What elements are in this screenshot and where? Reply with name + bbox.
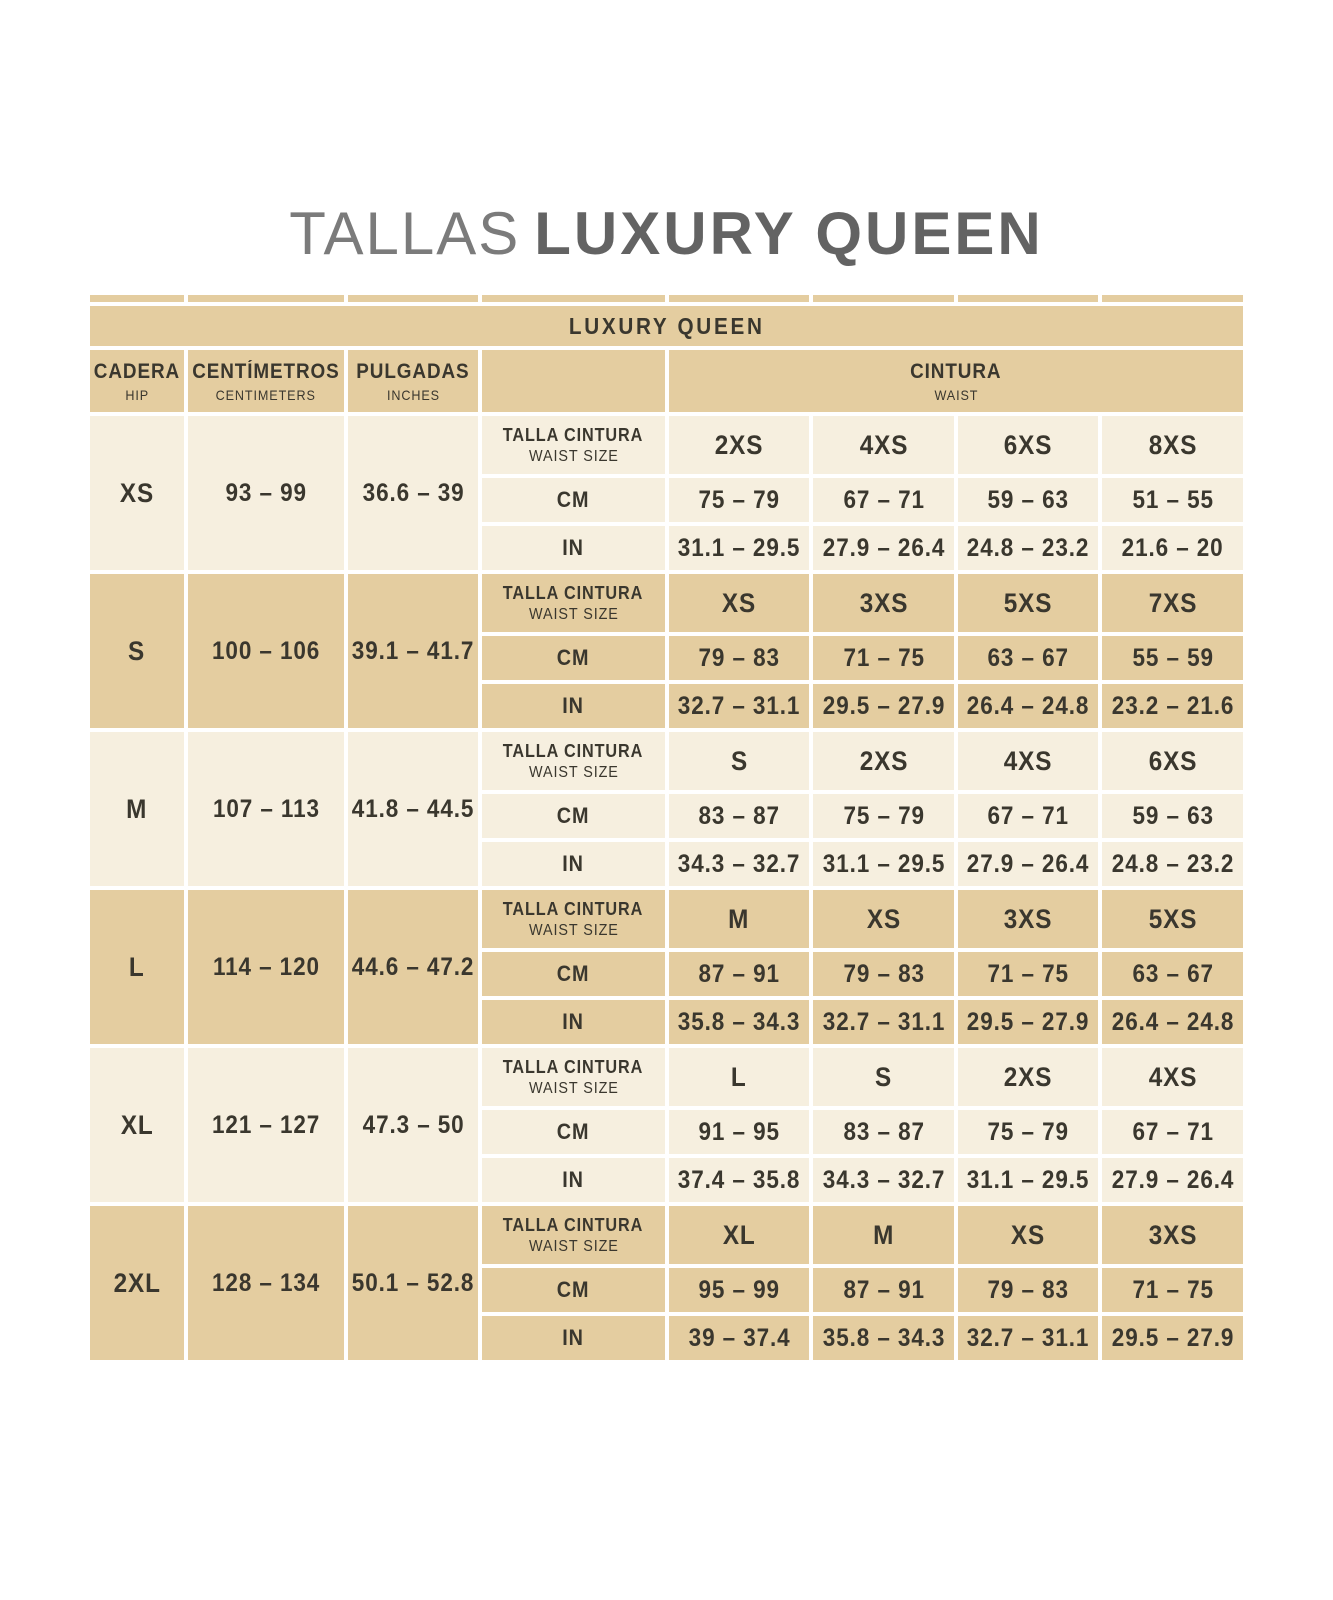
waist-cm-value: 51 – 55 <box>1132 485 1214 514</box>
waist-in-value: 23.2 – 21.6 <box>1111 691 1234 720</box>
waist-size-cell <box>1102 416 1243 474</box>
waist-cm-value: 59 – 63 <box>1132 801 1214 830</box>
column-header-row <box>90 350 1243 412</box>
waist-size-value: 4XS <box>859 429 909 460</box>
header-centimetros-cell <box>188 350 344 412</box>
in-label-cell <box>482 1000 665 1044</box>
waist-size-label-sub: WAIST SIZE <box>528 921 619 939</box>
hip-size-cell <box>90 890 184 1044</box>
waist-cm-cell <box>958 1268 1099 1312</box>
waist-size-cell <box>669 732 810 790</box>
waist-in-value: 32.7 – 31.1 <box>677 691 801 720</box>
waist-cm-value: 55 – 59 <box>1132 643 1214 672</box>
hip-size-cell <box>90 1048 184 1202</box>
in-label: IN <box>562 1009 585 1034</box>
waist-size-value: XS <box>866 903 901 934</box>
hip-in-cell <box>348 890 478 1044</box>
waist-size-cell <box>669 416 810 474</box>
hip-in-value: 50.1 – 52.8 <box>351 1268 475 1297</box>
hip-cm-cell <box>188 574 344 728</box>
cm-label-cell <box>482 952 665 996</box>
waist-cm-value: 91 – 95 <box>698 1117 780 1146</box>
waist-size-cell <box>1102 732 1243 790</box>
waist-size-cell <box>1102 574 1243 632</box>
waist-in-value: 27.9 – 26.4 <box>822 533 945 562</box>
hip-cm-value: 107 – 113 <box>212 794 320 823</box>
waist-size-cell <box>813 416 954 474</box>
waist-cm-cell <box>669 952 810 996</box>
waist-size-value: S <box>875 1061 893 1092</box>
waist-size-value: 4XS <box>1003 745 1053 776</box>
hip-in-cell <box>348 416 478 570</box>
header-pulgadas-main: PULGADAS <box>356 359 470 383</box>
size-section <box>90 574 1243 728</box>
waist-size-cell <box>958 1206 1099 1264</box>
waist-cm-value: 67 – 71 <box>1132 1117 1214 1146</box>
waist-size-label-cell <box>482 574 665 632</box>
waist-size-cell <box>813 732 954 790</box>
waist-size-value: 6XS <box>1003 429 1053 460</box>
hip-cm-value: 128 – 134 <box>212 1268 321 1297</box>
waist-in-value: 31.1 – 29.5 <box>822 849 945 878</box>
waist-size-label-main: TALLA CINTURA <box>503 1056 644 1077</box>
waist-in-cell <box>958 1316 1099 1360</box>
waist-cm-cell <box>669 794 810 838</box>
cm-label: CM <box>557 1277 590 1302</box>
waist-in-value: 35.8 – 34.3 <box>822 1323 945 1352</box>
in-label-cell <box>482 1316 665 1360</box>
waist-in-value: 21.6 – 20 <box>1121 533 1224 562</box>
hip-size-value: M <box>126 793 148 824</box>
waist-cm-value: 95 – 99 <box>698 1275 780 1304</box>
waist-cm-cell <box>958 478 1099 522</box>
hip-in-cell <box>348 1048 478 1202</box>
waist-size-value: XS <box>722 587 757 618</box>
waist-in-value: 32.7 – 31.1 <box>822 1007 945 1036</box>
strip-segment <box>813 295 954 302</box>
waist-in-cell <box>813 526 954 570</box>
header-cadera-cell <box>90 350 184 412</box>
waist-size-value: 2XS <box>859 745 909 776</box>
waist-cm-cell <box>813 1110 954 1154</box>
waist-in-cell <box>813 1000 954 1044</box>
waist-cm-cell <box>958 636 1099 680</box>
waist-size-label-sub: WAIST SIZE <box>528 1237 619 1255</box>
waist-size-label-cell <box>482 416 665 474</box>
header-cadera-sub: HIP <box>125 386 149 403</box>
in-label: IN <box>562 851 585 876</box>
waist-cm-value: 59 – 63 <box>987 485 1069 514</box>
in-label-cell <box>482 526 665 570</box>
waist-size-cell <box>813 574 954 632</box>
waist-cm-value: 87 – 91 <box>843 1275 925 1304</box>
waist-size-cell <box>669 574 810 632</box>
waist-size-label-cell <box>482 890 665 948</box>
hip-size-value: XS <box>119 477 155 508</box>
waist-size-value: 6XS <box>1148 745 1198 776</box>
waist-in-value: 29.5 – 27.9 <box>966 1007 1090 1036</box>
waist-in-value: 26.4 – 24.8 <box>1111 1007 1234 1036</box>
hip-in-value: 47.3 – 50 <box>362 1110 465 1139</box>
waist-size-value: 4XS <box>1148 1061 1198 1092</box>
waist-size-cell <box>1102 1048 1243 1106</box>
waist-cm-value: 67 – 71 <box>843 485 925 514</box>
waist-size-value: 7XS <box>1148 587 1198 618</box>
header-pulgadas-cell <box>348 350 478 412</box>
waist-size-label-main: TALLA CINTURA <box>503 582 644 603</box>
size-section <box>90 1048 1243 1202</box>
hip-in-cell <box>348 574 478 728</box>
waist-cm-cell <box>958 794 1099 838</box>
strip-segment <box>188 295 344 302</box>
waist-cm-cell <box>1102 952 1243 996</box>
waist-in-value: 31.1 – 29.5 <box>677 533 801 562</box>
waist-in-value: 32.7 – 31.1 <box>966 1323 1090 1352</box>
waist-size-cell <box>958 890 1099 948</box>
waist-in-cell <box>958 842 1099 886</box>
waist-size-cell <box>1102 890 1243 948</box>
waist-in-value: 34.3 – 32.7 <box>677 849 801 878</box>
hip-in-value: 36.6 – 39 <box>362 478 465 507</box>
header-centimetros-sub: CENTIMETERS <box>216 386 317 403</box>
waist-in-value: 27.9 – 26.4 <box>1111 1165 1234 1194</box>
strip-segment <box>90 295 184 302</box>
waist-size-cell <box>958 574 1099 632</box>
waist-size-value: XS <box>1011 1219 1046 1250</box>
waist-size-cell <box>958 416 1099 474</box>
in-label: IN <box>562 1167 585 1192</box>
waist-size-value: 8XS <box>1148 429 1198 460</box>
cm-label: CM <box>557 803 590 828</box>
hip-in-value: 39.1 – 41.7 <box>351 636 475 665</box>
waist-in-cell <box>813 684 954 728</box>
waist-size-label-sub: WAIST SIZE <box>528 763 619 781</box>
waist-cm-value: 75 – 79 <box>987 1117 1069 1146</box>
waist-in-value: 27.9 – 26.4 <box>966 849 1090 878</box>
hip-size-value: S <box>128 635 146 666</box>
waist-cm-cell <box>669 1110 810 1154</box>
page-title-prefix: TALLAS <box>289 200 521 267</box>
waist-in-cell <box>813 1158 954 1202</box>
waist-cm-cell <box>1102 1268 1243 1312</box>
header-empty-cell <box>482 350 665 412</box>
waist-in-cell <box>1102 1158 1243 1202</box>
waist-size-label-main: TALLA CINTURA <box>503 898 644 919</box>
waist-cm-cell <box>1102 794 1243 838</box>
waist-size-value: 5XS <box>1148 903 1198 934</box>
table-title-bar <box>90 306 1243 346</box>
hip-size-value: 2XL <box>113 1267 161 1298</box>
size-section <box>90 890 1243 1044</box>
strip-segment <box>958 295 1099 302</box>
waist-size-label-main: TALLA CINTURA <box>503 740 644 761</box>
hip-cm-cell <box>188 1206 344 1360</box>
waist-size-value: M <box>728 903 750 934</box>
hip-cm-value: 100 – 106 <box>212 636 321 665</box>
in-label: IN <box>562 1325 585 1350</box>
hip-cm-cell <box>188 1048 344 1202</box>
waist-cm-cell <box>813 1268 954 1312</box>
hip-cm-value: 114 – 120 <box>212 952 320 981</box>
waist-cm-cell <box>669 478 810 522</box>
waist-size-label-sub: WAIST SIZE <box>528 447 619 465</box>
waist-in-cell <box>958 526 1099 570</box>
waist-cm-value: 75 – 79 <box>698 485 780 514</box>
size-section <box>90 416 1243 570</box>
waist-in-cell <box>1102 842 1243 886</box>
waist-size-cell <box>669 1048 810 1106</box>
waist-size-label-sub: WAIST SIZE <box>528 1079 619 1097</box>
hip-size-value: L <box>129 951 145 982</box>
cm-label-cell <box>482 1268 665 1312</box>
waist-in-cell <box>669 1000 810 1044</box>
waist-size-value: L <box>731 1061 748 1092</box>
waist-size-cell <box>958 1048 1099 1106</box>
cm-label-cell <box>482 636 665 680</box>
waist-size-label-cell <box>482 1206 665 1264</box>
in-label-cell <box>482 842 665 886</box>
waist-cm-cell <box>813 478 954 522</box>
waist-size-label-cell <box>482 732 665 790</box>
hip-size-cell <box>90 732 184 886</box>
waist-in-cell <box>1102 526 1243 570</box>
waist-size-cell <box>813 1048 954 1106</box>
waist-in-cell <box>1102 1000 1243 1044</box>
waist-size-label-cell <box>482 1048 665 1106</box>
waist-cm-value: 79 – 83 <box>843 959 925 988</box>
size-table <box>90 295 1243 1364</box>
waist-size-value: S <box>730 745 748 776</box>
cm-label-cell <box>482 478 665 522</box>
waist-in-value: 34.3 – 32.7 <box>822 1165 945 1194</box>
page-title <box>90 196 1243 272</box>
waist-in-value: 29.5 – 27.9 <box>1111 1323 1234 1352</box>
waist-in-cell <box>813 1316 954 1360</box>
hip-cm-cell <box>188 890 344 1044</box>
waist-cm-value: 71 – 75 <box>987 959 1069 988</box>
waist-cm-value: 87 – 91 <box>698 959 780 988</box>
waist-cm-cell <box>1102 636 1243 680</box>
in-label: IN <box>562 535 585 560</box>
hip-size-value: XL <box>120 1109 154 1140</box>
waist-size-label-sub: WAIST SIZE <box>528 605 619 623</box>
waist-cm-cell <box>958 1110 1099 1154</box>
page-title-emphasis: LUXURY QUEEN <box>534 200 1044 267</box>
strip-segment <box>482 295 665 302</box>
waist-cm-cell <box>958 952 1099 996</box>
hip-in-value: 41.8 – 44.5 <box>351 794 475 823</box>
hip-in-value: 44.6 – 47.2 <box>351 952 475 981</box>
waist-size-value: 5XS <box>1003 587 1053 618</box>
waist-cm-value: 83 – 87 <box>843 1117 925 1146</box>
waist-cm-value: 67 – 71 <box>987 801 1069 830</box>
waist-cm-value: 75 – 79 <box>843 801 925 830</box>
waist-cm-cell <box>669 1268 810 1312</box>
size-section <box>90 732 1243 886</box>
waist-cm-cell <box>1102 478 1243 522</box>
hip-in-cell <box>348 732 478 886</box>
waist-size-cell <box>669 890 810 948</box>
cm-label: CM <box>557 961 590 986</box>
header-cadera-main: CADERA <box>93 359 181 383</box>
hip-in-cell <box>348 1206 478 1360</box>
header-cintura-cell <box>669 350 1243 412</box>
waist-size-value: 2XS <box>1003 1061 1053 1092</box>
hip-cm-value: 121 – 127 <box>212 1110 321 1139</box>
waist-size-cell <box>669 1206 810 1264</box>
cm-label-cell <box>482 1110 665 1154</box>
in-label-cell <box>482 1158 665 1202</box>
header-centimetros-main: CENTÍMETROS <box>192 359 340 383</box>
waist-size-value: 3XS <box>1003 903 1053 934</box>
waist-size-cell <box>958 732 1099 790</box>
hip-cm-value: 93 – 99 <box>225 478 307 507</box>
waist-cm-value: 79 – 83 <box>987 1275 1069 1304</box>
waist-size-cell <box>813 890 954 948</box>
waist-in-cell <box>1102 1316 1243 1360</box>
hip-size-cell <box>90 1206 184 1360</box>
cm-label: CM <box>557 1119 590 1144</box>
waist-cm-value: 71 – 75 <box>843 643 925 672</box>
waist-in-cell <box>1102 684 1243 728</box>
waist-in-cell <box>813 842 954 886</box>
waist-size-value: 3XS <box>859 587 909 618</box>
header-cintura-sub: WAIST <box>934 386 978 403</box>
waist-size-label-main: TALLA CINTURA <box>503 1214 644 1235</box>
waist-in-value: 26.4 – 24.8 <box>966 691 1090 720</box>
waist-cm-cell <box>669 636 810 680</box>
cm-label: CM <box>557 487 590 512</box>
waist-in-value: 35.8 – 34.3 <box>677 1007 801 1036</box>
in-label: IN <box>562 693 585 718</box>
waist-in-cell <box>958 1158 1099 1202</box>
waist-in-value: 24.8 – 23.2 <box>966 533 1090 562</box>
waist-size-value: 3XS <box>1148 1219 1198 1250</box>
waist-cm-value: 83 – 87 <box>698 801 780 830</box>
in-label-cell <box>482 684 665 728</box>
strip-segment <box>1102 295 1243 302</box>
hip-cm-cell <box>188 732 344 886</box>
waist-size-label-main: TALLA CINTURA <box>503 424 644 445</box>
waist-in-cell <box>669 1158 810 1202</box>
strip-segment <box>348 295 478 302</box>
waist-cm-value: 63 – 67 <box>1132 959 1214 988</box>
waist-cm-cell <box>1102 1110 1243 1154</box>
waist-in-value: 31.1 – 29.5 <box>966 1165 1090 1194</box>
top-strip <box>90 295 1243 302</box>
size-section <box>90 1206 1243 1360</box>
waist-in-cell <box>669 1316 810 1360</box>
waist-size-value: XL <box>722 1219 756 1250</box>
hip-cm-cell <box>188 416 344 570</box>
waist-size-cell <box>813 1206 954 1264</box>
waist-cm-cell <box>813 794 954 838</box>
waist-in-cell <box>669 842 810 886</box>
waist-in-cell <box>958 1000 1099 1044</box>
waist-cm-cell <box>813 952 954 996</box>
table-title: LUXURY QUEEN <box>568 312 765 339</box>
waist-cm-value: 71 – 75 <box>1132 1275 1214 1304</box>
waist-cm-value: 63 – 67 <box>987 643 1069 672</box>
header-cintura-main: CINTURA <box>910 359 1002 383</box>
size-sections <box>90 416 1243 1360</box>
cm-label-cell <box>482 794 665 838</box>
waist-in-value: 29.5 – 27.9 <box>822 691 945 720</box>
waist-in-value: 39 – 37.4 <box>688 1323 791 1352</box>
hip-size-cell <box>90 574 184 728</box>
waist-size-value: 2XS <box>714 429 764 460</box>
hip-size-cell <box>90 416 184 570</box>
waist-size-value: M <box>873 1219 895 1250</box>
header-pulgadas-sub: INCHES <box>386 386 440 403</box>
waist-size-cell <box>1102 1206 1243 1264</box>
waist-in-cell <box>669 684 810 728</box>
waist-in-cell <box>958 684 1099 728</box>
waist-cm-value: 79 – 83 <box>698 643 780 672</box>
waist-in-value: 37.4 – 35.8 <box>677 1165 801 1194</box>
waist-cm-cell <box>813 636 954 680</box>
waist-in-cell <box>669 526 810 570</box>
waist-in-value: 24.8 – 23.2 <box>1111 849 1234 878</box>
strip-segment <box>669 295 810 302</box>
cm-label: CM <box>557 645 590 670</box>
